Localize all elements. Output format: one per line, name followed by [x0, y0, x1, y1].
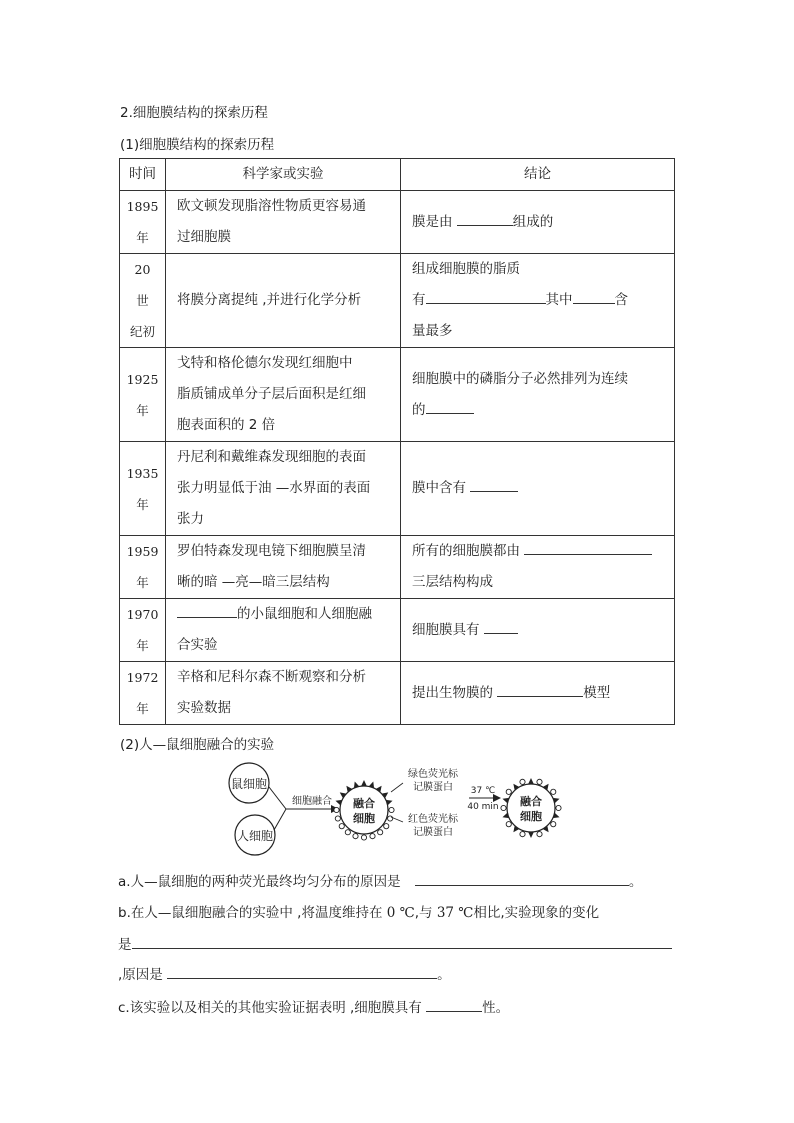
question-b: b.在人—鼠细胞融合的实验中 ,将温度维持在 0 ℃,与 37 ℃相比,实验现象的变化: [118, 905, 600, 921]
table-header-row: [120, 159, 675, 191]
experiment-cell: 将膜分离提纯 ,并进行化学分析: [166, 254, 401, 348]
red-protein-marker: [339, 824, 344, 829]
year-cell: 1970 年: [120, 599, 166, 662]
green-protein-marker: [528, 832, 534, 838]
red-protein-marker: [520, 779, 525, 784]
fused-cell-after: [501, 778, 561, 838]
answer-blank-b1[interactable]: [132, 932, 672, 949]
conclusion-cell: 膜中含有: [401, 442, 675, 536]
fill-blank[interactable]: [484, 617, 518, 634]
table-row: [120, 536, 675, 599]
fused-cell2-label-line1: 融合: [520, 795, 542, 808]
fusion-label: 细胞融合: [292, 796, 332, 807]
subsection-title: (2)人—鼠细胞融合的实验: [120, 737, 275, 753]
red-protein-marker: [384, 824, 389, 829]
question-b-line3: ,原因是 。: [118, 962, 451, 983]
red-protein-marker: [370, 834, 375, 839]
question-a: a.人—鼠细胞的两种荧光最终均匀分布的原因是 。: [118, 869, 642, 890]
year-cell: 20 世 纪初: [120, 254, 166, 348]
header-experiment: 科学家或实验: [166, 159, 401, 191]
conclusion-cell: 细胞膜中的磷脂分子必然排列为连续 的: [401, 348, 675, 442]
red-protein-marker: [551, 822, 556, 827]
fill-blank[interactable]: [457, 209, 513, 226]
year-cell: 1935 年: [120, 442, 166, 536]
conclusion-cell: 所有的细胞膜都由 三层结构构成: [401, 536, 675, 599]
question-c: c.该实验以及相关的其他实验证据表明 ,细胞膜具有 性。: [118, 995, 509, 1016]
membrane-circle: [340, 786, 388, 834]
green-label-line1: 绿色荧光标: [408, 769, 458, 780]
green-protein-marker: [361, 780, 367, 786]
red-protein-marker: [361, 835, 366, 840]
answer-blank-a[interactable]: [415, 869, 629, 886]
experiment-cell: 戈特和格伦德尔发现红细胞中 脂质铺成单分子层后面积是红细 胞表面积的 2 倍: [166, 348, 401, 442]
answer-blank-b2[interactable]: [167, 962, 437, 979]
conclusion-cell: 组成细胞膜的脂质 有 其中 含 量最多: [401, 254, 675, 348]
red-protein-marker: [388, 816, 393, 821]
question-b-line2: 是: [118, 932, 672, 953]
table-row: [120, 662, 675, 725]
section-title: 2.细胞膜结构的探索历程: [120, 105, 268, 121]
red-protein-marker: [353, 834, 358, 839]
experiment-cell: 辛格和尼科尔森不断观察和分析 实验数据: [166, 662, 401, 725]
temperature-label: 37 ℃: [470, 786, 496, 796]
red-label-line2: 记膜蛋白: [413, 827, 453, 838]
experiment-cell: 罗伯特森发现电镜下细胞膜呈清 晰的暗 —亮—暗三层结构: [166, 536, 401, 599]
fill-blank[interactable]: [470, 475, 518, 492]
table-row: [120, 191, 675, 254]
fill-blank[interactable]: [426, 287, 546, 304]
conclusion-cell: 细胞膜具有: [401, 599, 675, 662]
table-row: [120, 254, 675, 348]
red-protein-marker: [345, 830, 350, 835]
table-row: [120, 348, 675, 442]
year-cell: 1972 年: [120, 662, 166, 725]
fused-cell-before: [334, 780, 394, 840]
green-label-line2: 记膜蛋白: [413, 782, 453, 793]
green-protein-marker: [528, 778, 534, 784]
fill-blank[interactable]: [497, 680, 583, 697]
fill-blank[interactable]: [177, 601, 237, 618]
red-protein-marker: [501, 805, 506, 810]
fused-cell-label-line1: 融合: [353, 797, 375, 810]
red-protein-marker: [537, 779, 542, 784]
red-protein-marker: [506, 822, 511, 827]
fusion-connector: [274, 809, 286, 830]
red-protein-marker: [378, 830, 383, 835]
exploration-history-table: [119, 158, 675, 725]
fill-blank[interactable]: [426, 397, 474, 414]
answer-blank-c[interactable]: [426, 995, 482, 1012]
mouse-cell-label: 鼠细胞: [230, 777, 268, 791]
red-protein-marker: [537, 832, 542, 837]
header-conclusion: 结论: [401, 159, 675, 191]
time-label: 40 min: [467, 802, 499, 812]
fused-cell2-label-line2: 细胞: [520, 810, 542, 823]
year-cell: 1925 年: [120, 348, 166, 442]
experiment-cell: 丹尼利和戴维森发现细胞的表面 张力明显低于油 —水界面的表面 张力: [166, 442, 401, 536]
red-protein-marker: [334, 807, 339, 812]
subsection-title: (1)细胞膜结构的探索历程: [120, 137, 275, 153]
conclusion-cell: 膜是由 组成的: [401, 191, 675, 254]
fill-blank[interactable]: [524, 538, 652, 555]
table-row: [120, 599, 675, 662]
red-protein-marker: [556, 805, 561, 810]
year-cell: 1895 年: [120, 191, 166, 254]
red-protein-marker: [335, 816, 340, 821]
red-label-line1: 红色荧光标: [408, 814, 458, 825]
green-pointer: [391, 783, 403, 792]
header-time: 时间: [120, 159, 166, 191]
fused-cell-label-line2: 细胞: [353, 812, 375, 825]
fill-blank[interactable]: [573, 287, 615, 304]
membrane-circle: [507, 784, 555, 832]
red-protein-marker: [506, 789, 511, 794]
experiment-cell: 的小鼠细胞和人细胞融 合实验: [166, 599, 401, 662]
red-protein-marker: [520, 832, 525, 837]
red-protein-marker: [551, 789, 556, 794]
table-row: [120, 442, 675, 536]
year-cell: 1959 年: [120, 536, 166, 599]
cell-fusion-diagram: [226, 762, 566, 856]
conclusion-cell: 提出生物膜的 模型: [401, 662, 675, 725]
red-protein-marker: [389, 807, 394, 812]
human-cell-label: 人细胞: [236, 829, 274, 843]
experiment-cell: 欧文顿发现脂溶性物质更容易通 过细胞膜: [166, 191, 401, 254]
